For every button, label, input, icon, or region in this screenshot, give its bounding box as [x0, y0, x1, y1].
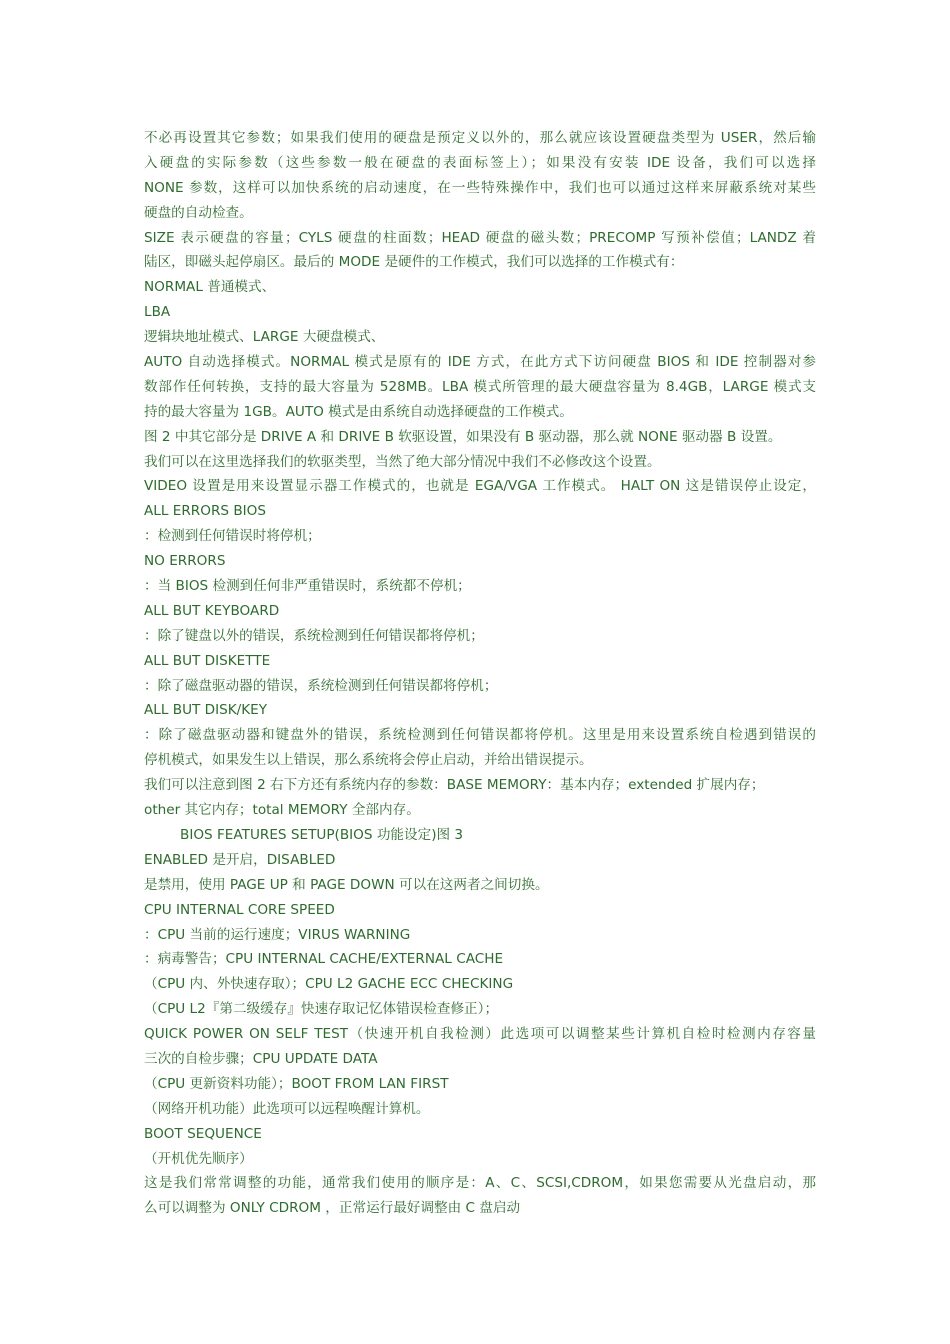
- text-line: 图 2 中其它部分是 DRIVE A 和 DRIVE B 软驱设置，如果没有 B 驱动器，那么就 NONE 驱动器 B 设置。: [144, 428, 782, 445]
- document-page: [144, 126, 816, 1221]
- text-line: AUTO 自动选择模式。NORMAL 模式是原有的 IDE 方式，在此方式下访问硬盘 BIOS 和 IDE 控制器对参: [144, 354, 816, 371]
- text-line: ：病毒警告；CPU INTERNAL CACHE/EXTERNAL CACHE: [144, 951, 504, 968]
- text-line: SIZE 表示硬盘的容量；CYLS 硬盘的柱面数；HEAD 硬盘的磁头数；PRECOMP 写预补偿值；LANDZ 着: [144, 229, 816, 246]
- text-line: 么可以调整为 ONLY CDROM ，正常运行最好调整由 C 盘启动: [144, 1200, 521, 1217]
- text-line: 入硬盘的实际参数（这些参数一般在硬盘的表面标签上）；如果没有安装 IDE 设备，我们可以选择: [144, 154, 816, 171]
- text-line: （网络开机功能）此选项可以远程唤醒计算机。: [144, 1100, 430, 1117]
- text-line: BIOS FEATURES SETUP(BIOS 功能设定)图 3: [180, 826, 464, 843]
- text-line: 陆区，即磁头起停扇区。最后的 MODE 是硬件的工作模式，我们可以选择的工作模式有：: [144, 254, 684, 271]
- text-line: ALL BUT KEYBOARD: [144, 602, 280, 619]
- text-line: 逻辑块地址模式、LARGE 大硬盘模式、: [144, 329, 385, 346]
- text-line: VIDEO 设置是用来设置显示器工作模式的，也就是 EGA/VGA 工作模式。 HALT ON 这是错误停止设定，: [144, 478, 816, 495]
- text-line: QUICK POWER ON SELF TEST（快速开机自我检测）此选项可以调整某些计算机自检时检测内存容量: [144, 1026, 816, 1043]
- text-line: ：除了磁盘驱动器的错误，系统检测到任何错误都将停机；: [144, 677, 498, 694]
- text-line: NONE 参数，这样可以加快系统的启动速度，在一些特殊操作中，我们也可以通过这样来屏蔽系统对某些: [144, 179, 816, 196]
- text-line: NO ERRORS: [144, 553, 226, 570]
- text-line: ：当 BIOS 检测到任何非严重错误时，系统都不停机；: [144, 578, 471, 595]
- text-line: 不必再设置其它参数；如果我们使用的硬盘是预定义以外的，那么就应该设置硬盘类型为 USER，然后输: [144, 130, 816, 146]
- text-line: CPU INTERNAL CORE SPEED: [144, 901, 335, 918]
- text-line: 停机模式，如果发生以上错误，那么系统将会停止启动，并给出错误提示。: [144, 752, 593, 769]
- text-line: 三次的自检步骤；CPU UPDATE DATA: [144, 1050, 378, 1067]
- text-line: 数部作任何转换，支持的最大容量为 528MB。LBA 模式所管理的最大硬盘容量为 8.4GB，LARGE 模式支: [144, 378, 816, 395]
- text-line: ALL BUT DISKETTE: [144, 652, 271, 669]
- text-line: 是禁用，使用 PAGE UP 和 PAGE DOWN 可以在这两者之间切换。: [144, 876, 549, 893]
- text-line: BOOT SEQUENCE: [144, 1125, 262, 1142]
- text-line: 持的最大容量为 1GB。AUTO 模式是由系统自动选择硬盘的工作模式。: [144, 403, 573, 420]
- text-line: ENABLED 是开启，DISABLED: [144, 851, 336, 868]
- text-line: ALL BUT DISK/KEY: [144, 702, 268, 719]
- text-line: ：CPU 当前的运行速度；VIRUS WARNING: [144, 926, 411, 943]
- text-line: 我们可以注意到图 2 右下方还有系统内存的参数：BASE MEMORY：基本内存；extended 扩展内存；: [144, 777, 765, 794]
- text-line: 我们可以在这里选择我们的软驱类型，当然了绝大部分情况中我们不必修改这个设置。: [144, 453, 661, 470]
- text-line: （CPU 更新资料功能）；BOOT FROM LAN FIRST: [144, 1075, 449, 1092]
- text-line: other 其它内存；total MEMORY 全部内存。: [144, 802, 420, 819]
- text-line: （开机优先顺序）: [144, 1150, 253, 1167]
- text-line: 硬盘的自动检查。: [144, 204, 253, 221]
- text-line: （CPU 内、外快速存取）；CPU L2 GACHE ECC CHECKING: [144, 976, 514, 993]
- text-line: ：检测到任何错误时将停机；: [144, 528, 321, 545]
- text-line: ：除了键盘以外的错误，系统检测到任何错误都将停机；: [144, 627, 484, 644]
- text-line: ALL ERRORS BIOS: [144, 503, 267, 520]
- text-line: NORMAL 普通模式、: [144, 279, 276, 296]
- text-line: ：除了磁盘驱动器和键盘外的错误，系统检测到任何错误都将停机。这里是用来设置系统自检遇到错误的: [144, 727, 816, 744]
- text-line: （CPU L2『第二级缓存』快速存取记忆体错误检查修正）；: [144, 1001, 499, 1018]
- text-line: 这是我们常常调整的功能，通常我们使用的顺序是：A、C、SCSI,CDROM，如果您需要从光盘启动，那: [144, 1175, 816, 1192]
- text-line: LBA: [144, 304, 171, 321]
